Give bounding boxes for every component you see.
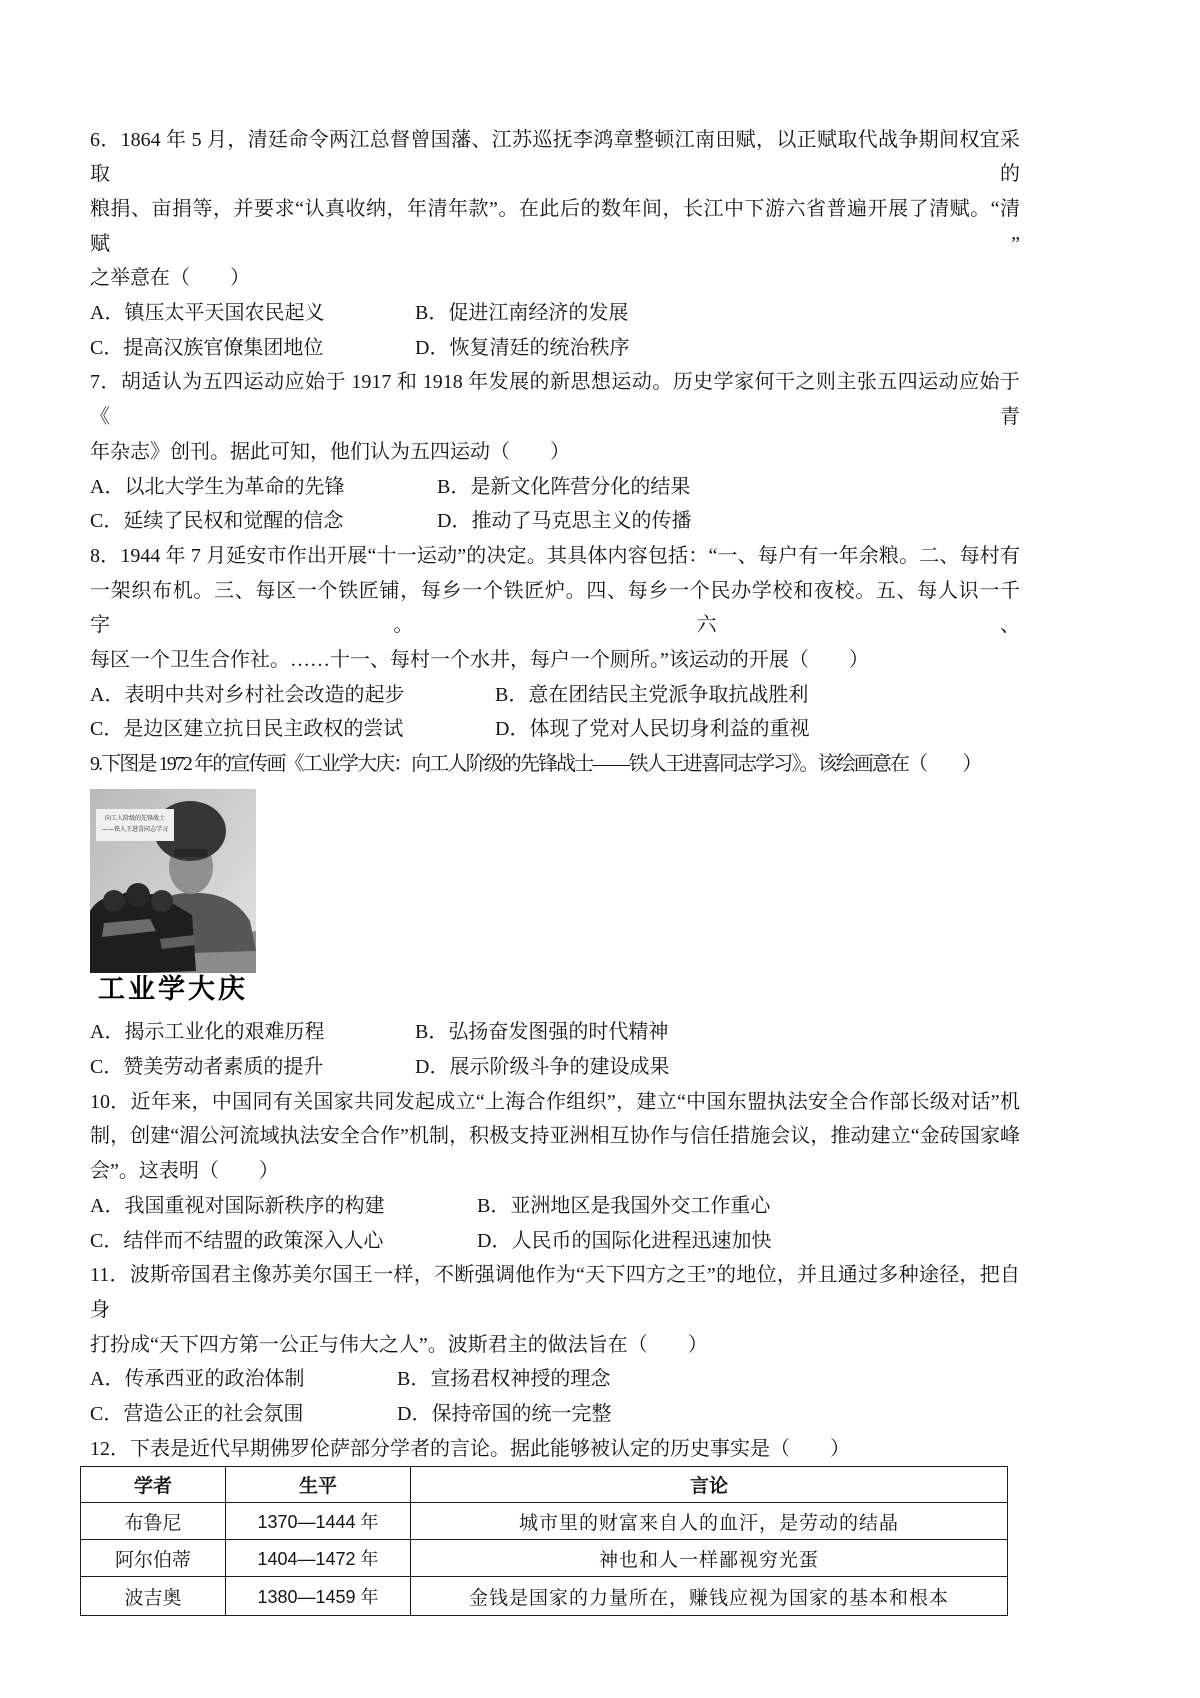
- option-label: D．: [415, 336, 450, 359]
- option-label: B．: [437, 475, 471, 498]
- option-text: 宣扬君权神授的理念: [430, 1368, 611, 1391]
- option-a: [90, 470, 437, 505]
- table-row: [81, 1540, 1008, 1577]
- option-text: 镇压太平天国农民起义: [124, 302, 325, 325]
- question-stem: [90, 1085, 1020, 1189]
- question-12: [90, 1432, 1020, 1617]
- option-b: [495, 678, 808, 713]
- option-text: 延续了民权和觉醒的信念: [123, 510, 344, 533]
- stem-line: 粮捐、亩捐等，并要求“认真收纳，年清年款”。在此后的数年间，长江中下游六省普遍开展了清赋。“清赋”: [90, 198, 1020, 255]
- propaganda-poster-image: [90, 789, 256, 1005]
- stem-line: 之举意在（ ）: [90, 267, 250, 290]
- option-label: C．: [90, 1403, 124, 1426]
- options: [90, 1362, 1020, 1431]
- options: [90, 296, 1020, 365]
- option-c: [90, 712, 495, 747]
- option-text: 是新文化阵营分化的结果: [470, 475, 691, 498]
- option-label: C．: [90, 336, 124, 359]
- stem-line: 每区一个卫生合作社。……十一、每村一个水井，每户一个厕所。”该运动的开展（ ）: [90, 649, 869, 672]
- option-text: 我国重视对国际新秩序的构建: [124, 1194, 385, 1217]
- option-d: [397, 1397, 611, 1432]
- option-label: A．: [90, 1194, 125, 1217]
- question-stem: [90, 365, 1020, 469]
- stem-line: 9.下图是 1972 年的宣传画《工业学大庆：向工人阶级的先锋战士——铁人王进喜同志学习》。该绘画意在（ ）: [90, 753, 981, 776]
- stem-line: 10．近年来，中国同有关国家共同发起成立“上海合作组织”，建立“中国东盟执法安全合作部长级对话”机: [90, 1090, 1020, 1113]
- option-b: [437, 470, 690, 505]
- option-a: [90, 678, 495, 713]
- table-header-row: [81, 1467, 1008, 1503]
- option-d: [437, 504, 691, 539]
- poster-banner: [96, 813, 174, 835]
- option-b: [477, 1189, 770, 1224]
- options-row: [90, 712, 1020, 747]
- options-row: [90, 504, 1020, 539]
- options-row: [90, 1397, 1020, 1432]
- scholar-name-cell: 布鲁尼: [81, 1503, 226, 1540]
- table-row: [81, 1577, 1008, 1616]
- option-label: A．: [90, 683, 125, 706]
- options-row: [90, 1050, 1020, 1085]
- quote-cell: 城市里的财富来自人的血汗，是劳动的结晶: [411, 1503, 1008, 1540]
- poster-banner-line: ——铁人王进喜同志学习: [101, 825, 168, 833]
- option-label: D．: [415, 1056, 450, 1079]
- options-row: [90, 1189, 1020, 1224]
- question-11: [90, 1258, 1020, 1431]
- option-text: 意在团结民主党派争取抗战胜利: [528, 683, 809, 706]
- option-text: 赞美劳动者素质的提升: [123, 1056, 324, 1079]
- option-label: C．: [90, 718, 124, 741]
- options-row: [90, 470, 1020, 505]
- options-row: [90, 296, 1020, 331]
- option-b: [415, 1015, 668, 1050]
- option-a: [90, 1015, 415, 1050]
- question-6: [90, 123, 1020, 366]
- option-b: [415, 296, 628, 331]
- option-label: A．: [90, 1368, 125, 1391]
- crowd-helmet: [126, 883, 150, 907]
- table-header-cell: 学者: [81, 1467, 226, 1503]
- options-row: [90, 1362, 1020, 1397]
- option-label: B．: [495, 683, 529, 706]
- question-stem: [90, 1258, 1020, 1362]
- quote-cell: 神也和人一样鄙视穷光蛋: [411, 1540, 1008, 1577]
- option-c: [90, 504, 437, 539]
- question-8: [90, 539, 1020, 747]
- option-label: C．: [90, 1229, 124, 1252]
- question-9: [90, 747, 1020, 1085]
- stem-line: 一架织布机。三、每区一个铁匠铺，每乡一个铁匠炉。四、每乡一个民办学校和夜校。五、每人识一千字。六、: [90, 579, 1020, 637]
- option-label: C．: [90, 1056, 124, 1079]
- option-text: 揭示工业化的艰难历程: [124, 1021, 325, 1044]
- option-c: [90, 1050, 415, 1085]
- crowd-helmet: [103, 890, 125, 912]
- stem-line: 会”。这表明（ ）: [90, 1160, 279, 1183]
- question-10: [90, 1085, 1020, 1258]
- option-a: [90, 1362, 397, 1397]
- option-label: A．: [90, 475, 125, 498]
- option-text: 恢复清廷的统治秩序: [449, 336, 630, 359]
- exam-content: [90, 123, 1020, 1617]
- option-label: D．: [437, 510, 472, 533]
- options-row: [90, 331, 1020, 366]
- stem-line: 制，创建“湄公河流域执法安全合作”机制，积极支持亚洲相互协作与信任措施会议，推动建立“金砖国家峰: [90, 1125, 1020, 1148]
- option-a: [90, 296, 415, 331]
- stem-line: 8．1944 年 7 月延安市作出开展“十一运动”的决定。其具体内容包括：“一、每户有一年余粮。二、每村有: [90, 544, 1020, 567]
- option-label: B．: [397, 1368, 431, 1391]
- option-text: 传承西亚的政治体制: [124, 1368, 305, 1391]
- scholars-quotes-table: [80, 1466, 1008, 1616]
- option-label: D．: [495, 718, 530, 741]
- option-text: 人民币的国际化进程迅速加快: [511, 1229, 772, 1252]
- poster-banner-line: 向工人阶级的先锋战士: [104, 814, 165, 822]
- stem-line: 年杂志》创刊。据此可知，他们认为五四运动（ ）: [90, 440, 570, 463]
- option-label: B．: [477, 1194, 511, 1217]
- option-text: 是边区建立抗日民主政权的尝试: [123, 718, 404, 741]
- lifespan-cell: 1404—1472 年: [226, 1540, 411, 1577]
- lifespan-cell: 1370—1444 年: [226, 1503, 411, 1540]
- option-c: [90, 1397, 397, 1432]
- options-row: [90, 678, 1020, 713]
- scholar-name-cell: 波吉奥: [81, 1577, 226, 1616]
- option-text: 以北大学生为革命的先锋: [124, 475, 345, 498]
- option-d: [477, 1224, 771, 1259]
- scholar-name-cell: 阿尔伯蒂: [81, 1540, 226, 1577]
- option-label: A．: [90, 1021, 125, 1044]
- option-text: 弘扬奋发图强的时代精神: [448, 1021, 669, 1044]
- option-b: [397, 1362, 610, 1397]
- table-header-cell: 生平: [226, 1467, 411, 1503]
- stem-line: 6．1864 年 5 月，清廷命令两江总督曾国藩、江苏巡抚李鸿章整顿江南田赋，以正赋取代战争期间权宜采取的: [90, 128, 1020, 186]
- option-label: B．: [415, 1021, 449, 1044]
- option-text: 营造公正的社会氛围: [123, 1403, 304, 1426]
- question-stem: [90, 123, 1020, 297]
- stem-line: 12．下表是近代早期佛罗伦萨部分学者的言论。据此能够被认定的历史事实是（ ）: [90, 1437, 850, 1460]
- option-a: [90, 1189, 477, 1224]
- option-text: 表明中共对乡村社会改造的起步: [124, 683, 405, 706]
- option-c: [90, 1224, 477, 1259]
- option-text: 展示阶级斗争的建设成果: [449, 1056, 670, 1079]
- option-label: D．: [397, 1403, 432, 1426]
- options: [90, 1015, 1020, 1084]
- question-7: [90, 365, 1020, 538]
- option-text: 亚洲地区是我国外交工作重心: [510, 1194, 771, 1217]
- options-row: [90, 1015, 1020, 1050]
- stem-line: 7．胡适认为五四运动应始于 1917 和 1918 年发展的新思想运动。历史学家何干之则主张五四运动应始于《青: [90, 371, 1020, 429]
- option-text: 体现了党对人民切身利益的重视: [529, 718, 810, 741]
- option-label: D．: [477, 1229, 512, 1252]
- option-label: C．: [90, 510, 124, 533]
- poster-title: 工业学大庆: [98, 973, 248, 1005]
- option-text: 促进江南经济的发展: [448, 302, 629, 325]
- lifespan-cell: 1380—1459 年: [226, 1577, 411, 1616]
- option-c: [90, 331, 415, 366]
- option-text: 结伴而不结盟的政策深入人心: [123, 1229, 384, 1252]
- option-d: [495, 712, 809, 747]
- option-d: [415, 1050, 669, 1085]
- options: [90, 1189, 1020, 1258]
- worker-goggles: [174, 849, 208, 857]
- question-stem: [90, 539, 1020, 678]
- option-text: 推动了马克思主义的传播: [471, 510, 692, 533]
- options: [90, 678, 1020, 747]
- option-d: [415, 331, 629, 366]
- option-label: B．: [415, 302, 449, 325]
- options: [90, 470, 1020, 539]
- stem-line: 11．波斯帝国君主像苏美尔国王一样，不断强调他作为“天下四方之王”的地位，并且通过多种途径，把自身: [90, 1264, 1020, 1321]
- option-text: 保持帝国的统一完整: [431, 1403, 612, 1426]
- stem-line: 打扮成“天下四方第一公正与伟大之人”。波斯君主的做法旨在（ ）: [90, 1333, 708, 1356]
- question-stem: [90, 1432, 1020, 1467]
- option-text: 提高汉族官僚集团地位: [123, 336, 324, 359]
- crowd-helmet: [151, 890, 173, 912]
- quote-cell: 金钱是国家的力量所在，赚钱应视为国家的基本和根本: [411, 1577, 1008, 1616]
- question-stem: [90, 747, 1020, 782]
- table-header-cell: 言论: [411, 1467, 1008, 1503]
- table-row: [81, 1503, 1008, 1540]
- option-label: A．: [90, 302, 125, 325]
- options-row: [90, 1224, 1020, 1259]
